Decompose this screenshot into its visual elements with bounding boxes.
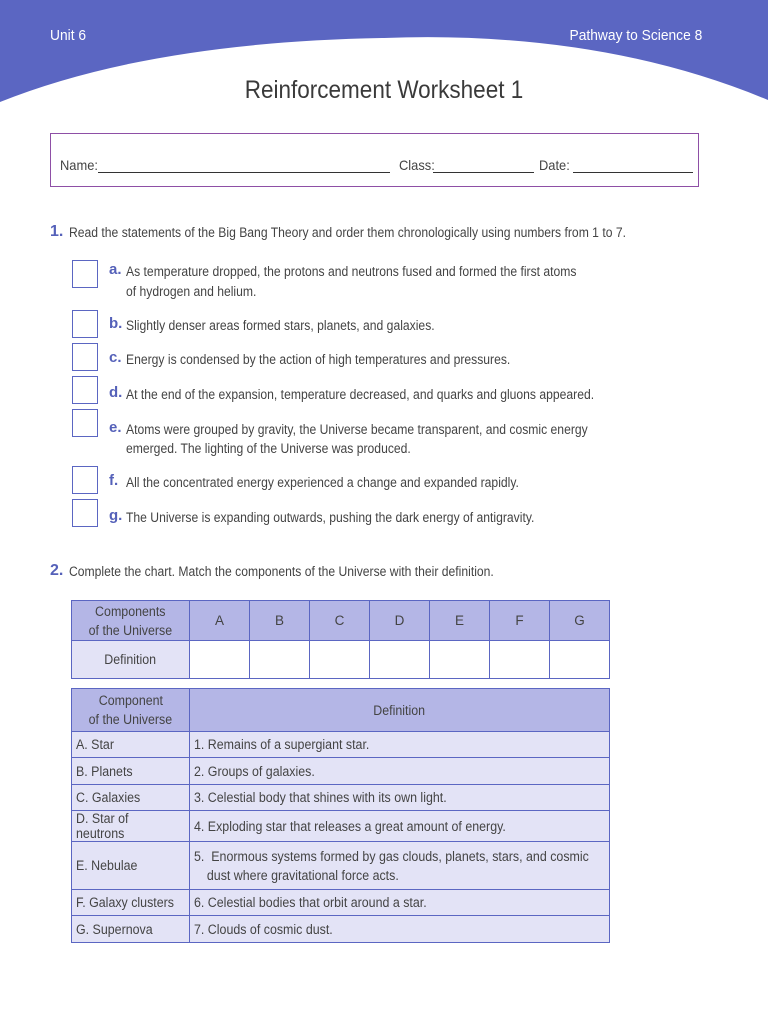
- definition-cell: 3. Celestial body that shines with its own light.: [190, 785, 610, 811]
- series-label: Pathway to Science 8: [569, 27, 702, 44]
- option-b-line1: Slightly denser areas formed stars, planets, and galaxies.: [126, 318, 435, 333]
- reference-table: [71, 688, 610, 943]
- date-field[interactable]: [573, 172, 693, 173]
- option-e-line2: emerged. The lighting of the Universe was produced.: [126, 441, 411, 456]
- column-header: E: [430, 601, 490, 641]
- student-info-box: [50, 133, 699, 187]
- option-g-line1: The Universe is expanding outwards, pushing the dark energy of antigravity.: [126, 510, 535, 525]
- option-a-line1: As temperature dropped, the protons and neutrons fused and formed the first atoms: [126, 264, 577, 279]
- definition-cell: 1. Remains of a supergiant star.: [190, 732, 610, 758]
- option-letter: e.: [109, 419, 122, 436]
- name-label: Name:: [60, 157, 98, 173]
- unit-label: Unit 6: [50, 27, 87, 44]
- option-c-line1: Energy is condensed by the action of high temperatures and pressures.: [126, 352, 511, 367]
- page-title: Reinforcement Worksheet 1: [244, 76, 524, 104]
- definition-cell: 4. Exploding star that releases a great amount of energy.: [190, 811, 610, 842]
- answer-cell-d[interactable]: [370, 641, 430, 679]
- answer-box-a[interactable]: [72, 260, 98, 288]
- answer-table-definition-row: [72, 641, 610, 679]
- table-row: [72, 811, 610, 842]
- option-a-line2: of hydrogen and helium.: [126, 284, 257, 299]
- component-cell: D. Star of neutrons: [72, 811, 190, 842]
- answer-cell-c[interactable]: [310, 641, 370, 679]
- answer-table-row-label: Definition: [72, 641, 190, 679]
- column-header: A: [190, 601, 250, 641]
- answer-box-g[interactable]: [72, 499, 98, 527]
- class-field[interactable]: [433, 172, 534, 173]
- option-letter: b.: [109, 315, 123, 332]
- column-header: G: [550, 601, 610, 641]
- component-cell: A. Star: [72, 732, 190, 758]
- table-row: [72, 758, 610, 785]
- answer-box-f[interactable]: [72, 466, 98, 494]
- component-cell: C. Galaxies: [72, 785, 190, 811]
- column-header: D: [370, 601, 430, 641]
- answer-cell-e[interactable]: [430, 641, 490, 679]
- definition-cell: 5. Enormous systems formed by gas clouds, planets, stars, and cosmic dust where gravitational force acts.: [190, 842, 610, 890]
- answer-table: [71, 600, 610, 679]
- option-d-line1: At the end of the expansion, temperature decreased, and quarks and gluons appeared.: [126, 387, 595, 402]
- table-row: [72, 916, 610, 943]
- answer-table-row-label: Components of the Universe: [72, 601, 190, 641]
- column-header: B: [250, 601, 310, 641]
- option-letter: a.: [109, 261, 122, 278]
- answer-cell-g[interactable]: [550, 641, 610, 679]
- table-row: [72, 785, 610, 811]
- name-field[interactable]: [98, 172, 390, 173]
- reference-table-header-row: [72, 689, 610, 732]
- option-letter: g.: [109, 507, 123, 524]
- table-row: [72, 732, 610, 758]
- option-letter: d.: [109, 384, 123, 401]
- definition-header: Definition: [190, 689, 610, 732]
- answer-cell-a[interactable]: [190, 641, 250, 679]
- column-header: C: [310, 601, 370, 641]
- component-cell: B. Planets: [72, 758, 190, 785]
- answer-box-e[interactable]: [72, 409, 98, 437]
- definition-cell: 2. Groups of galaxies.: [190, 758, 610, 785]
- answer-box-c[interactable]: [72, 343, 98, 371]
- table-row: [72, 842, 610, 890]
- answer-box-d[interactable]: [72, 376, 98, 404]
- definition-cell: 7. Clouds of cosmic dust.: [190, 916, 610, 943]
- answer-cell-f[interactable]: [490, 641, 550, 679]
- table-row: [72, 890, 610, 916]
- option-letter: f.: [109, 472, 119, 489]
- component-cell: G. Supernova: [72, 916, 190, 943]
- answer-cell-b[interactable]: [250, 641, 310, 679]
- answer-table-header-row: [72, 601, 610, 641]
- column-header: F: [490, 601, 550, 641]
- question-2-number: 2.: [50, 562, 64, 579]
- question-1-text: Read the statements of the Big Bang Theory and order them chronologically using numbers from 1 to 7.: [69, 225, 626, 240]
- component-cell: F. Galaxy clusters: [72, 890, 190, 916]
- class-label: Class:: [399, 157, 435, 173]
- option-letter: c.: [109, 349, 122, 366]
- question-2-text: Complete the chart. Match the components of the Universe with their definition.: [69, 564, 494, 579]
- answer-box-b[interactable]: [72, 310, 98, 338]
- question-1-number: 1.: [50, 223, 64, 240]
- option-e-line1: Atoms were grouped by gravity, the Universe became transparent, and cosmic energy: [126, 422, 588, 437]
- component-cell: E. Nebulae: [72, 842, 190, 890]
- definition-cell: 6. Celestial bodies that orbit around a star.: [190, 890, 610, 916]
- option-f-line1: All the concentrated energy experienced a change and expanded rapidly.: [126, 475, 519, 490]
- component-header: Component of the Universe: [72, 689, 190, 732]
- date-label: Date:: [539, 157, 570, 173]
